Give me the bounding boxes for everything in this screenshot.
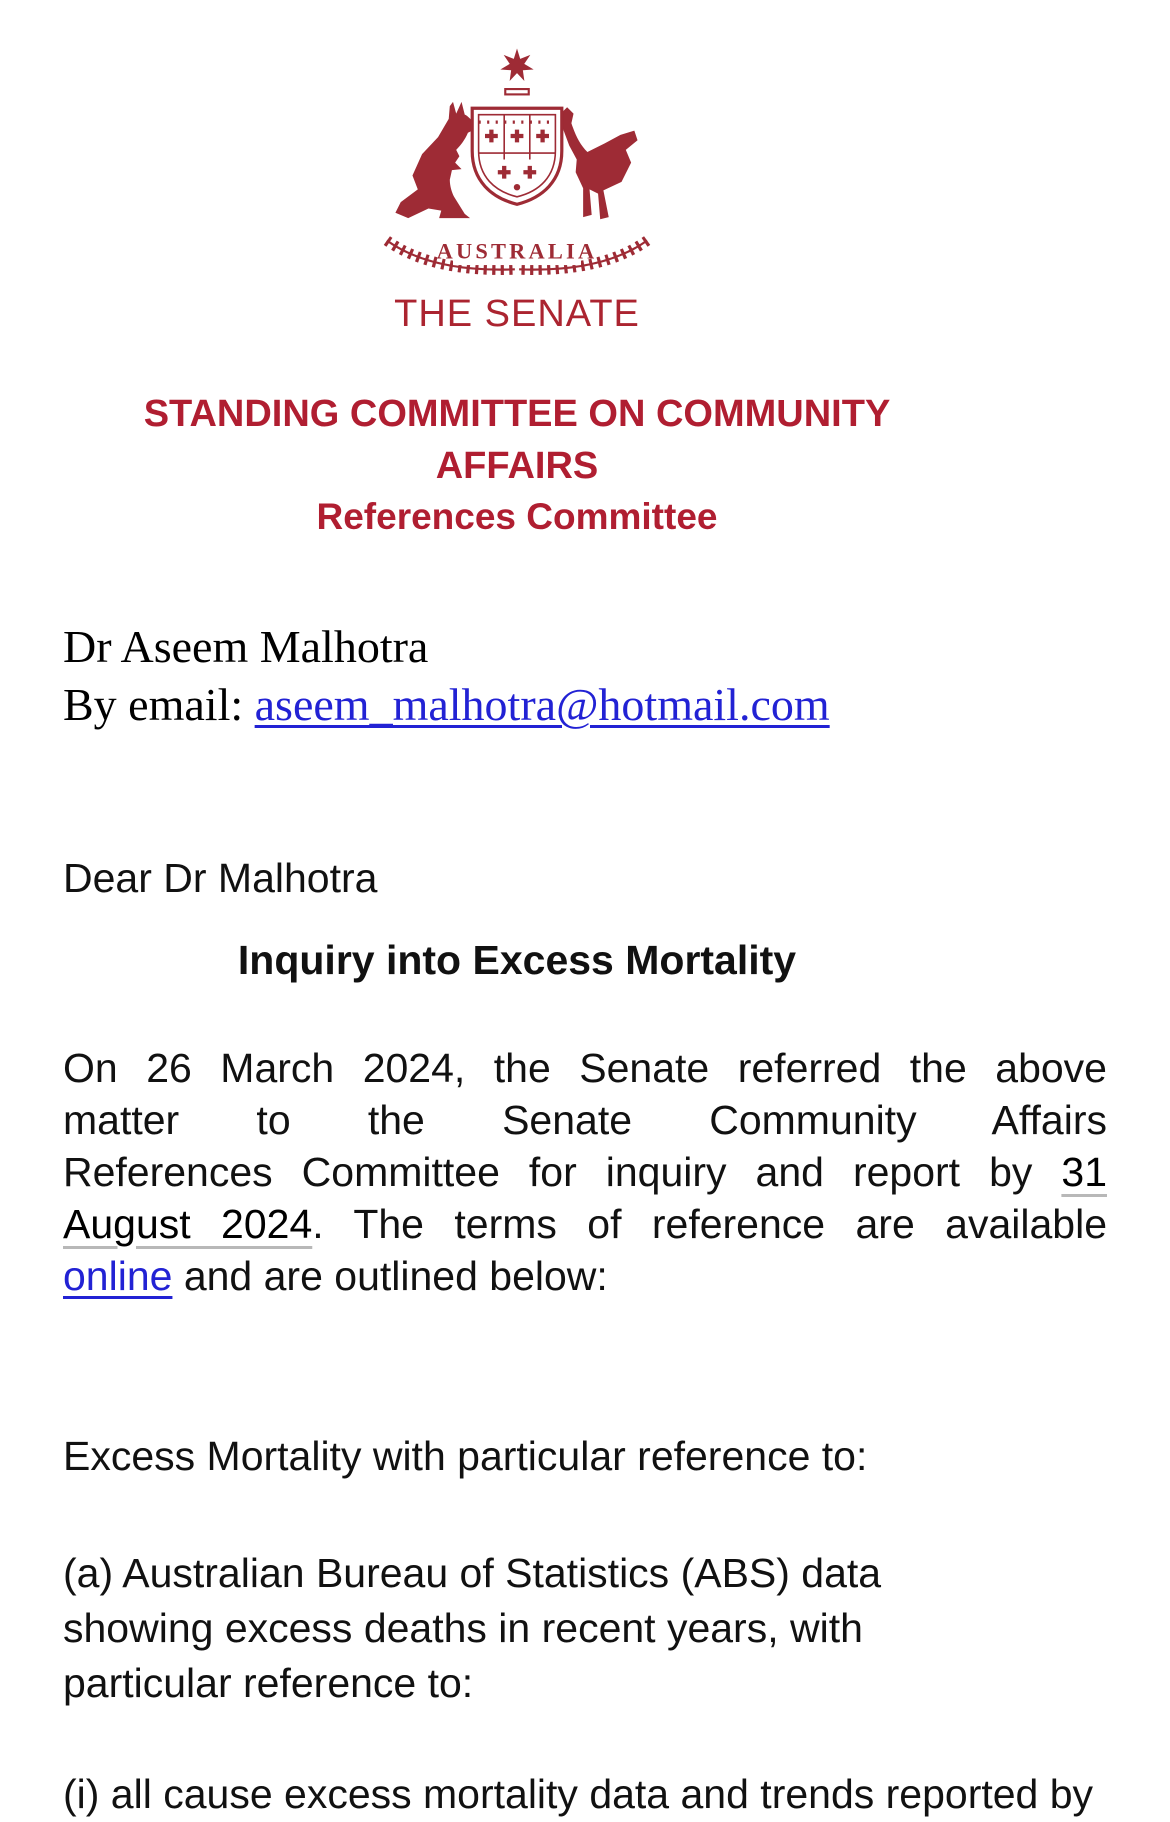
- recipient-block: [63, 618, 971, 734]
- kangaroo-silhouette: [395, 102, 476, 218]
- text-line: particular reference to:: [63, 1660, 474, 1706]
- recipient-email-line: [63, 676, 971, 734]
- crest-shield: [472, 108, 562, 204]
- committee-subtitle: References Committee: [316, 496, 718, 537]
- terms-item-a-i-clipped: (i) all cause excess mortality data and trends reported by: [63, 1771, 1094, 1817]
- coat-of-arms-graphic: [357, 40, 677, 280]
- text-segment: . The terms of reference are available: [312, 1201, 1107, 1247]
- text-line: [63, 1250, 1107, 1302]
- text-segment: and are outlined below:: [172, 1253, 608, 1299]
- recipient-name: Dr Aseem Malhotra: [63, 621, 429, 672]
- text-line: [63, 1198, 1107, 1250]
- text-line: (a) Australian Bureau of Statistics (ABS) data: [63, 1550, 882, 1596]
- crest-torse: [505, 89, 528, 94]
- subject-title: Inquiry into Excess Mortality: [237, 937, 797, 983]
- senate-title: THE SENATE: [394, 293, 640, 335]
- email-label: By email:: [63, 679, 255, 730]
- terms-item-a: [63, 1546, 1107, 1711]
- text-line: [63, 1146, 1107, 1198]
- text-line: [63, 1094, 1107, 1146]
- text-segment: On 26 March 2024, the Senate referred the above: [63, 1045, 1107, 1091]
- referral-paragraph: [63, 1042, 1107, 1302]
- terms-of-reference-online-link[interactable]: online: [63, 1253, 173, 1299]
- text-line: showing excess deaths in recent years, with: [63, 1605, 863, 1651]
- salutation: Dear Dr Malhotra: [63, 855, 378, 901]
- recipient-email-link[interactable]: aseem_malhotra@hotmail.com: [254, 679, 830, 730]
- text-line: [63, 1042, 1107, 1094]
- letter-header: [63, 40, 971, 986]
- australian-coat-of-arms: [357, 40, 677, 280]
- country-label: AUSTRALIA: [436, 238, 598, 264]
- text-segment: References Committee for inquiry and report by: [63, 1149, 1062, 1195]
- report-date-link[interactable]: August 2024: [63, 1201, 313, 1247]
- text-segment: matter to the Senate Community Affairs: [63, 1097, 1107, 1143]
- committee-title: STANDING COMMITTEE ON COMMUNITY AFFAIRS: [143, 393, 891, 487]
- report-date-link[interactable]: 31: [1061, 1149, 1107, 1195]
- terms-of-reference-intro: Excess Mortality with particular reference to:: [63, 1433, 868, 1479]
- emu-silhouette: [556, 107, 637, 219]
- commonwealth-star-icon: [500, 49, 533, 81]
